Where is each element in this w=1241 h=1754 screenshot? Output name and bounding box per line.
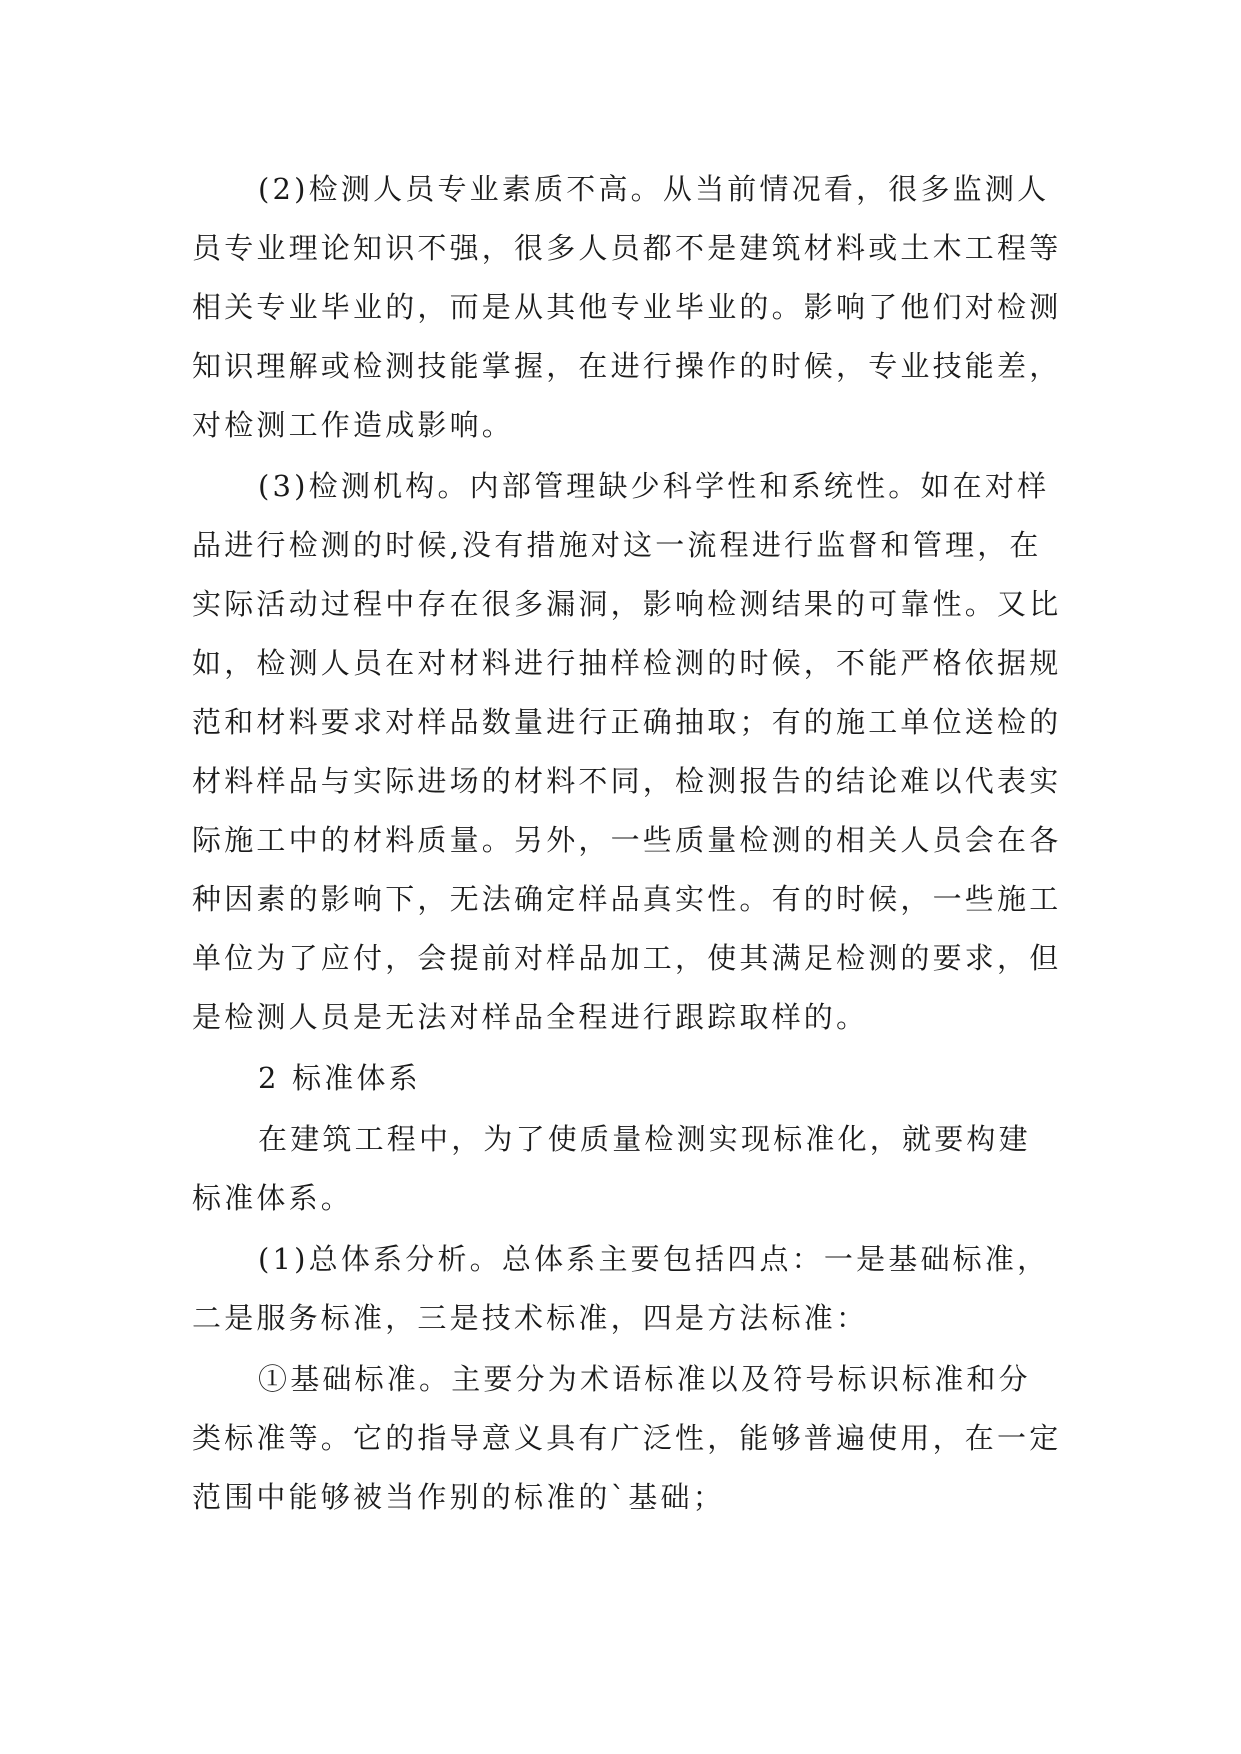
paragraph-standard-intro: 在建筑工程中，为了使质量检测实现标准化，就要构建标准体系。 <box>192 1122 1031 1215</box>
paragraph-inspector-quality: (2)检测人员专业素质不高。从当前情况看，很多监测人员专业理论知识不强，很多人员都不是建筑材料或土木工程等相关专业毕业的，而是从其他专业毕业的。影响了他们对检测知识理解或检测技能掌握，在进行操作的时候，专业技能差，对检测工作造成影响。 <box>192 172 1062 442</box>
paragraph-overall-system: (1)总体系分析。总体系主要包括四点：一是基础标准，二是服务标准，三是技术标准，四是方法标准： <box>192 1242 1050 1335</box>
paragraph-inspection-agency: (3)检测机构。内部管理缺少科学性和系统性。如在对样品进行检测的时候,没有措施对这一流程进行监督和管理，在实际活动过程中存在很多漏洞，影响检测结果的可靠性。又比如，检测人员在对材料进行抽样检测的时候，不能严格依据规范和材料要求对样品数量进行正确抽取；有的施工单位送检的材料样品与实际进场的材料不同，检测报告的结论难以代表实际施工中的材料质量。另外，一些质量检测的相关人员会在各种因素的影响下，无法确定样品真实性。有的时候，一些施工单位为了应付，会提前对样品加工，使其满足检测的要求，但是检测人员是无法对样品全程进行跟踪取样的。 <box>192 469 1062 1034</box>
section-heading-standard-system: 2 标准体系 <box>258 1061 421 1095</box>
document-body <box>192 160 1062 1529</box>
paragraph-basic-standard: ①基础标准。主要分为术语标准以及符号标识标准和分类标准等。它的指导意义具有广泛性，能够普遍使用，在一定范围中能够被当作别的标准的`基础； <box>192 1362 1062 1514</box>
